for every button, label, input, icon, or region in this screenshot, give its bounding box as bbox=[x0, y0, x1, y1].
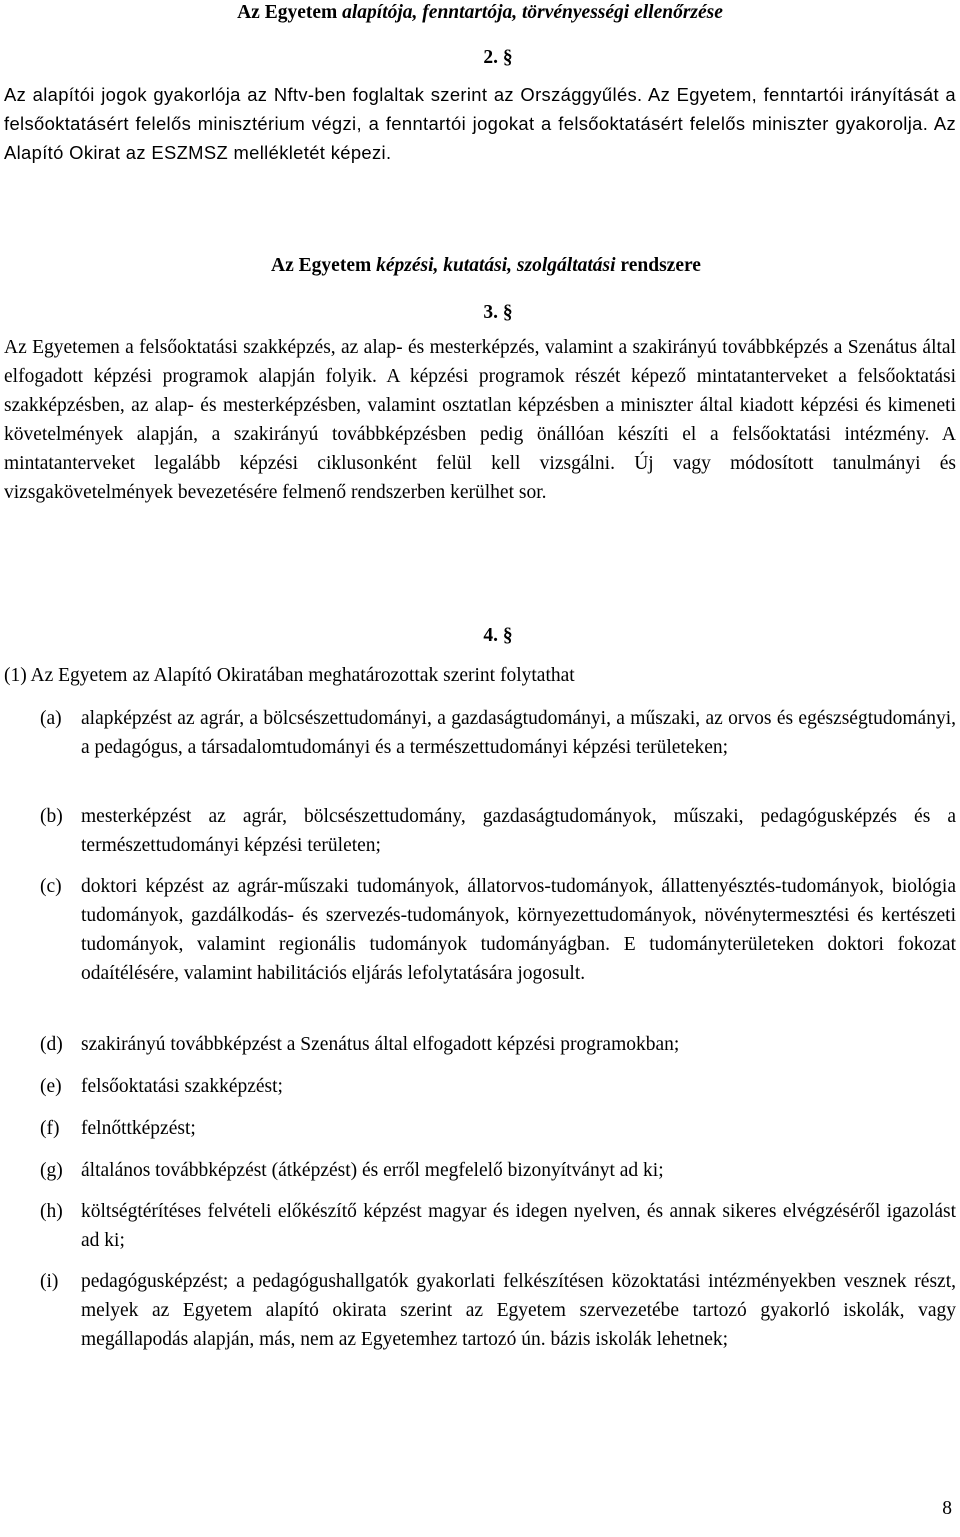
heading-text: Az Egyetem bbox=[271, 255, 377, 276]
paragraph-founder: Az alapítói jogok gyakorlója az Nftv-ben foglaltak szerint az Országgyűlés. Az Egyetem, fenntartói irányítását a felsőoktatásért felelős minisztérium végzi, a fenntartói jogokat a felsőoktatásért felelős miniszter gyakorolja. Az Alapító Okirat az ESZMSZ mellékletét képezi. bbox=[4, 84, 956, 163]
list-item-label: (d) bbox=[40, 1034, 63, 1055]
list-item bbox=[40, 704, 956, 762]
list-item-label: (c) bbox=[40, 876, 62, 897]
list-item-label: (i) bbox=[40, 1271, 59, 1292]
list-item-label: (f) bbox=[40, 1118, 60, 1139]
section-number-3: 3. § bbox=[483, 302, 513, 323]
list-item-text: mesterképzést az agrár, bölcsészettudomány, gazdaságtudományok, műszaki, pedagógusképzés és a természettudományi képzési területen; bbox=[81, 806, 956, 856]
section-number-4: 4. § bbox=[483, 625, 513, 646]
paragraph-training: Az Egyetemen a felsőoktatási szakképzés, az alap- és mesterképzés, valamint a szakirányú továbbképzés a Szenátus által elfogadott képzési programok alapján folyik. A képzési programok részét képező mintatanterveket a felsőoktatási szakképzésben, az alap- és mesterképzésben, valamint osztatlan képzésben a miniszter által kiadott képzési és kimeneti követelmények alapján, a szakirányú továbbképzésben pedig önállóan készíti el a felsőoktatási intézmény. A mintatanterveket legalább képzési ciklusonként felül kell vizsgálni. Új vagy módosított tanulmányi és vizsgakövetelmények bevezetésére felmenő rendszerben kerülhet sor. bbox=[4, 337, 956, 503]
list-item-text: pedagógusképzést; a pedagógushallgatók gyakorlati felkészítésen közoktatási intézményekben vesznek részt, melyek az Egyetem alapító okirata szerint az Egyetem szervezetébe tartozó gyakorló iskolák, vagy megállapodás alapján, más, nem az Egyetemhez tartozó ún. bázis iskolák lehetnek; bbox=[81, 1271, 956, 1350]
section-number-2: 2. § bbox=[483, 47, 513, 68]
list-item-text: általános továbbképzést (átképzést) és erről megfelelő bizonyítványt ad ki; bbox=[81, 1160, 664, 1181]
list-item-label: (g) bbox=[40, 1160, 63, 1181]
list-item bbox=[40, 1030, 956, 1059]
section-heading-founder bbox=[0, 0, 960, 27]
list-item-text: alapképzést az agrár, a bölcsészettudományi, a gazdaságtudományi, a műszaki, az orvos és egészségtudományi, a pedagógus, a társadalomtudományi és a természettudományi képzési területeken; bbox=[81, 708, 956, 758]
list-item bbox=[40, 1267, 956, 1354]
list-item bbox=[40, 1197, 956, 1255]
heading-italic-text: alapítója, fenntartója, törvényességi ellenőrzése bbox=[342, 2, 723, 23]
heading-text: Az Egyetem bbox=[237, 2, 343, 23]
page-number: 8 bbox=[942, 1498, 952, 1519]
heading-suffix-text: rendszere bbox=[615, 255, 701, 276]
list-item-text: felsőoktatási szakképzést; bbox=[81, 1076, 283, 1097]
section-heading-training bbox=[6, 251, 960, 280]
list-item bbox=[40, 1114, 956, 1143]
list-item-text: költségtérítéses felvételi előkészítő képzést magyar és idegen nyelven, és annak sikeres elvégzéséről igazolást ad ki; bbox=[81, 1201, 956, 1251]
list-item-label: (e) bbox=[40, 1076, 62, 1097]
list-item bbox=[40, 1072, 956, 1101]
list-item-label: (h) bbox=[40, 1201, 63, 1222]
heading-italic-text: képzési, kutatási, szolgáltatási bbox=[376, 255, 616, 276]
list-item-text: doktori képzést az agrár-műszaki tudományok, állatorvos-tudományok, állattenyésztés-tudományok, biológia tudományok, gazdálkodás- és szervezés-tudományok, környezettudományok, növénytermesztési és kertészeti tudományok, valamint regionális tudományok tudományágban. E tudományterületeken doktori fokozat odaítélésére, valamint habilitációs eljárás lefolytatására jogosult. bbox=[81, 876, 956, 984]
paragraph-activities-intro: (1) Az Egyetem az Alapító Okiratában meghatározottak szerint folytathat bbox=[4, 665, 575, 686]
list-item-label: (a) bbox=[40, 708, 62, 729]
list-item bbox=[40, 802, 956, 860]
list-item bbox=[40, 872, 956, 988]
list-item-label: (b) bbox=[40, 806, 63, 827]
list-item bbox=[40, 1156, 956, 1185]
list-item-text: felnőttképzést; bbox=[81, 1118, 196, 1139]
list-item-text: szakirányú továbbképzést a Szenátus által elfogadott képzési programokban; bbox=[81, 1034, 680, 1055]
